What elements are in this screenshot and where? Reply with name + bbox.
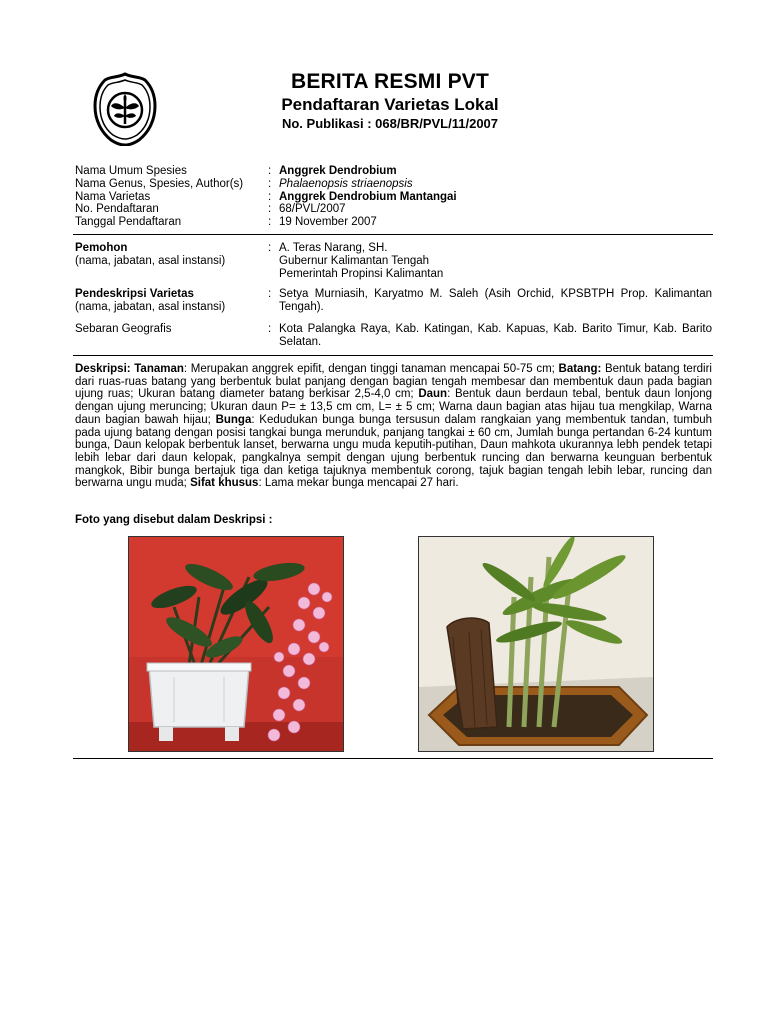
pemohon-line: Pemerintah Propinsi Kalimantan bbox=[279, 267, 444, 280]
pemohon-line: Gubernur Kalimantan Tengah bbox=[279, 254, 430, 267]
label-sifat-khusus: Sifat khusus bbox=[190, 477, 259, 490]
orchid-flower-photo bbox=[128, 536, 344, 752]
field-colon: : bbox=[268, 242, 272, 254]
label-deskripsi: Deskripsi: bbox=[75, 363, 131, 375]
sebaran-value: Kota Palangka Raya, Kab. Katingan, Kab. Kapuas, Kab. Barito Timur, Kab. Barito Selatan. bbox=[279, 323, 712, 348]
text-sifat-khusus: : Lama mekar bunga mencapai 27 hari. bbox=[258, 477, 459, 490]
field-value: Anggrek Dendrobium Mantangai bbox=[279, 190, 457, 203]
ministry-logo-icon bbox=[93, 72, 157, 146]
pendeskripsi-block bbox=[75, 288, 712, 314]
field-label: Nama Umum Spesies bbox=[75, 165, 187, 177]
field-value: 68/PVL/2007 bbox=[279, 203, 346, 216]
field-row bbox=[75, 216, 715, 229]
field-value: Phalaenopsis striaenopsis bbox=[279, 177, 413, 190]
field-colon: : bbox=[268, 216, 272, 229]
pendeskripsi-label: Pendeskripsi Varietas bbox=[75, 288, 194, 300]
field-colon: : bbox=[268, 203, 272, 216]
label-tanaman: Tanaman bbox=[134, 363, 184, 375]
pemohon-label: Pemohon bbox=[75, 242, 128, 254]
pendeskripsi-value: Setya Murniasih, Karyatmo M. Saleh (Asih Orchid, KPSBTPH Prop. Kalimantan Tengah). bbox=[279, 288, 712, 313]
divider bbox=[73, 355, 713, 356]
publication-number: No. Publikasi : 068/BR/PVL/11/2007 bbox=[281, 116, 499, 131]
pemohon-block bbox=[75, 242, 712, 280]
description-paragraph bbox=[75, 363, 712, 490]
divider bbox=[73, 758, 713, 759]
pemohon-line: A. Teras Narang, SH. bbox=[279, 242, 388, 254]
field-colon: : bbox=[268, 323, 272, 335]
document-title: BERITA RESMI PVT bbox=[290, 70, 490, 93]
text-tanaman: : Merupakan anggrek epifit, dengan tinggi tanaman mencapai 50-75 cm; bbox=[183, 363, 559, 375]
text-batang: Bentuk batang terdiri dari ruas-ruas batang yang berbentuk bulat panjang dengan bagian tengah membesar dan membentuk daun pada bagian ujung ruas; Ukuran batang diameter batang berkisar 2,5-4,0 cm; bbox=[75, 363, 712, 401]
field-label: No. Pendaftaran bbox=[75, 203, 159, 216]
field-colon: : bbox=[268, 190, 272, 203]
orchid-plant-photo bbox=[418, 536, 654, 752]
label-batang: Batang: bbox=[558, 363, 602, 375]
field-label: Nama Varietas bbox=[75, 190, 151, 203]
orchid-flower-image bbox=[129, 537, 343, 751]
document-subtitle: Pendaftaran Varietas Lokal bbox=[281, 95, 499, 114]
field-value: Anggrek Dendrobium bbox=[279, 165, 397, 177]
text-daun: : Bentuk daun berdaun tebal, bentuk daun lonjong dengan ujung meruncing; Ukuran daun P= ± 13,5 cm cm, L= ± 5 cm; Warna daun bagian atas hijau tua mengkilap, Warna daun bagian bawah hijau; bbox=[75, 388, 713, 426]
field-colon: : bbox=[268, 288, 272, 300]
field-value: 19 November 2007 bbox=[279, 216, 377, 229]
orchid-plant-image bbox=[419, 537, 653, 751]
field-row bbox=[75, 178, 715, 191]
field-row bbox=[75, 165, 715, 178]
label-bunga: Bunga bbox=[215, 413, 252, 426]
field-colon: : bbox=[268, 177, 272, 190]
sebaran-label: Sebaran Geografis bbox=[75, 323, 172, 335]
photos-caption: Foto yang disebut dalam Deskripsi : bbox=[75, 514, 273, 526]
field-row bbox=[75, 191, 715, 204]
field-row bbox=[75, 203, 715, 216]
pemohon-sublabel: (nama, jabatan, asal instansi) bbox=[75, 254, 226, 267]
field-colon: : bbox=[268, 165, 272, 177]
field-label: Nama Genus, Spesies, Author(s) bbox=[75, 177, 244, 190]
label-daun: Daun bbox=[418, 388, 448, 401]
sebaran-block bbox=[75, 323, 712, 349]
pendeskripsi-sublabel: (nama, jabatan, asal instansi) bbox=[75, 300, 226, 313]
field-label: Tanggal Pendaftaran bbox=[75, 216, 182, 229]
text-bunga: : Kedudukan bunga bunga tersusun dalam rangkaian yang membentuk tandan, tumbuh pada ujung batang dengan posisi tangkai bunga merunduk, panjang tangkai ± 60 cm, Jumlah bunga pertandan 6-24 kuntum bunga, Daun kelopak berbentuk lanset, berwarna ungu muda keputih-putihan, Daun mahkota ukurannya lebh pendek tetapi lebih lebar dari daun kelopak, pangkalnya sempit dengan ujung berbentuk runcing dan berwarna keunguan berbentuk mangkok, Bibir bunga bertajuk tiga dan ketiga tajuknya membentuk corong, tajuk bagian tengah lebih lebar, runcing dan berwarna ungu muda; bbox=[75, 413, 713, 490]
divider bbox=[73, 234, 713, 235]
variety-fields bbox=[75, 165, 715, 229]
